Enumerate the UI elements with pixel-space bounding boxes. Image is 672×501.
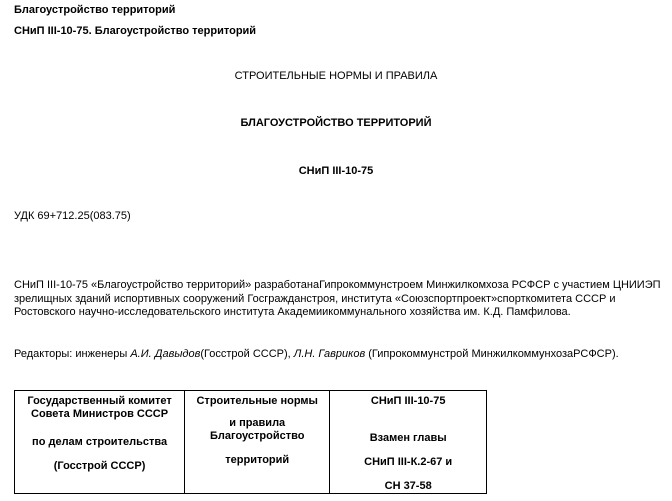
info-table	[14, 390, 487, 494]
table-text: (Госстрой СССР)	[53, 460, 146, 472]
header-line-1: Благоустройство территорий	[14, 4, 176, 16]
developed-line: Ростовского научно-исследовательского института Академиикоммунального хозяйства им. К.Д. Памфилова.	[14, 306, 571, 318]
editors-prefix: Редакторы: инженеры	[14, 348, 131, 360]
main-title: БЛАГОУСТРОЙСТВО ТЕРРИТОРИЙ	[240, 117, 432, 129]
norms-title: СТРОИТЕЛЬНЫЕ НОРМЫ И ПРАВИЛА	[234, 70, 438, 82]
document-code: СНиП III-10-75	[298, 165, 374, 177]
developed-paragraph	[14, 279, 664, 320]
table-text: СНиП III-10-75	[370, 395, 446, 407]
editor-name-2: Л.Н. Гавриков	[293, 348, 366, 360]
table-text: СНиП III-К.2-67 и	[364, 456, 453, 468]
table-cell-authority	[15, 391, 185, 494]
table-text: Государственный комитет	[27, 395, 172, 407]
table-text: СН 37-58	[384, 480, 432, 492]
editors-line	[14, 348, 619, 360]
table-text: и правила	[229, 417, 286, 429]
udk-line: УДК 69+712.25(083.75)	[14, 210, 131, 222]
table-cell-title	[185, 391, 330, 494]
table-text: Взамен главы	[369, 432, 447, 444]
table-cell-code	[330, 391, 487, 494]
header-line-2: СНиП III-10-75. Благоустройство территорий	[14, 25, 257, 37]
table-text: Совета Министров СССР	[31, 408, 169, 420]
editor-org-1: (Госстрой СССР),	[200, 348, 294, 360]
table-text: Благоустройство	[210, 430, 305, 442]
editor-org-2: (Гипрокоммунстрой МинжилкоммунхозаРСФСР).	[365, 348, 619, 360]
developed-line: СНиП III-10-75 «Благоустройство территорий» разработанаГипрокоммунстроем Минжилкомхоза РСФСР с участием ЦНИИЭП	[14, 279, 661, 291]
table-text: территорий	[225, 454, 290, 466]
editor-name-1: А.И. Давыдов	[130, 348, 201, 360]
developed-line: зрелищных зданий испортивных сооружений Госгражданстроя, института «Союзспортпроект»спорткомитета СССР и	[14, 292, 616, 305]
table-text: Строительные нормы	[196, 395, 318, 407]
table-text: по делам строительства	[32, 436, 168, 448]
